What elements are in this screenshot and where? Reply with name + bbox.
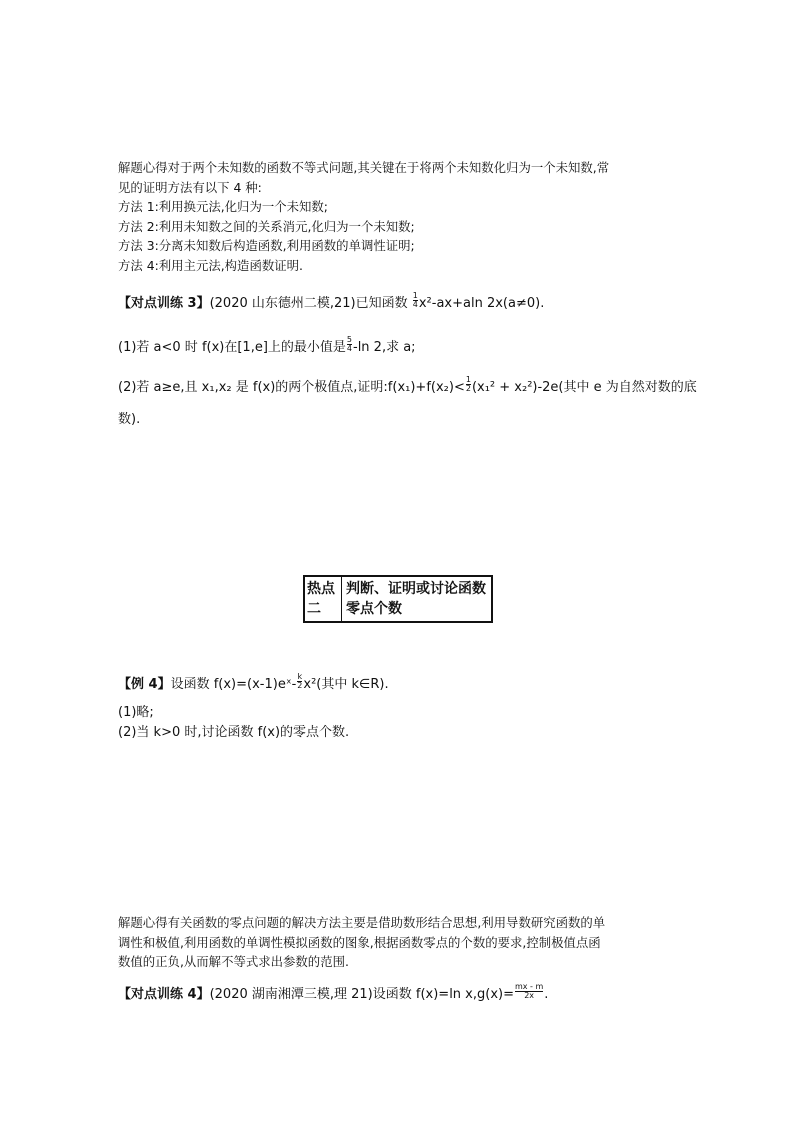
frac-den: 2x	[515, 991, 543, 1000]
practice-3-q2-line-2: 数).	[118, 412, 141, 427]
fraction-k-half	[297, 673, 302, 690]
method-3: 方法 3:分离未知数后构造函数,利用函数的单调性证明;	[118, 238, 415, 253]
example-4-q2: (2)当 k>0 时,讨论函数 f(x)的零点个数.	[118, 725, 350, 740]
method-2: 方法 2:利用未知数之间的关系消元,化归为一个未知数;	[118, 218, 415, 234]
frac-num: k	[297, 672, 303, 681]
fraction-mx	[515, 983, 543, 1000]
example-4-q1: (1)略;	[118, 705, 154, 720]
tip-block-2	[118, 913, 678, 972]
frac-den: 2	[297, 681, 303, 690]
frac-num: 5	[346, 335, 352, 344]
q1-text-a: (1)若 a<0 时 f(x)在[1,e]上的最小值是	[118, 340, 346, 355]
hotspot-title-line-1: 判断、证明或讨论函数	[346, 581, 486, 597]
example-4-text-b: x²(其中 k∈R).	[303, 677, 389, 692]
q2-text-b: (x₁² + x₂²)-2e(其中 e 为自然对数的底	[471, 380, 697, 395]
practice-4-tag: 【对点训练 4】	[118, 987, 210, 1002]
practice-3-source: (2020 山东德州二模,21)	[209, 296, 356, 311]
practice-3-q2	[118, 375, 697, 430]
example-4-tag: 【例 4】	[118, 677, 171, 692]
tip-line-2: 见的证明方法有以下 4 种:	[118, 179, 262, 195]
method-4: 方法 4:利用主元法,构造函数证明.	[118, 257, 303, 273]
tip2-line-3: 数值的正负,从而解不等式求出参数的范围.	[118, 954, 349, 969]
fraction-half	[466, 376, 471, 393]
practice-4-stem	[118, 982, 678, 1005]
q2-text-a: (2)若 a≥e,且 x₁,x₂ 是 f(x)的两个极值点,证明:f(x₁)+f(x₂)<	[118, 380, 465, 395]
practice-3	[118, 291, 678, 314]
fraction-quarter	[413, 292, 418, 309]
practice-4-text-b: .	[544, 987, 549, 1002]
practice-3-text-b: -ax+aln 2x(a≠0).	[431, 296, 545, 311]
frac-den: 2	[465, 384, 471, 393]
hotspot-label: 热点二	[305, 577, 342, 621]
practice-3-q1-line	[118, 335, 678, 358]
frac-num: 1	[412, 291, 418, 300]
practice-3-tag: 【对点训练 3】	[118, 296, 210, 311]
example-4-text-a: 设函数 f(x)=(x-1)eˣ-	[170, 677, 297, 692]
practice-4-text-a: 设函数 f(x)=ln x,g(x)=	[372, 987, 514, 1002]
practice-4-source: (2020 湖南湘潭三模,理 21)	[209, 987, 373, 1002]
practice-4	[118, 982, 678, 1005]
frac-num: mx - m	[514, 982, 544, 991]
hotspot-heading-box	[303, 575, 493, 623]
tip2-line-1: 解题心得有关函数的零点问题的解决方法主要是借助数形结合思想,利用导数研究函数的单	[118, 915, 606, 930]
tip-line-1: 解题心得对于两个未知数的函数不等式问题,其关键在于将两个未知数化归为一个未知数,常	[118, 160, 610, 175]
frac-num: 1	[465, 375, 471, 384]
practice-3-q1	[118, 335, 678, 358]
tip-block-1	[118, 158, 678, 275]
practice-3-q2-line-1	[118, 375, 697, 398]
tip2-line-2: 调性和极值,利用函数的单调性模拟函数的图象,根据函数零点的个数的要求,控制极值点函	[118, 934, 601, 950]
hotspot-title-line-2: 零点个数	[346, 601, 402, 617]
frac-den: 4	[412, 300, 418, 309]
example-4	[118, 672, 678, 743]
frac-den: 4	[346, 344, 352, 353]
practice-3-text-a: 已知函数	[355, 296, 412, 311]
fraction-five-quarters	[347, 336, 352, 353]
q1-text-b: -ln 2,求 a;	[353, 340, 416, 355]
example-4-stem	[118, 672, 678, 695]
hotspot-title	[342, 577, 491, 621]
practice-3-stem: 【对点训练 3】(2020 山东德州二模,21)已知函数 $\frac{1}{4}$ x²-ax+aln 2x(a≠0).	[118, 291, 545, 311]
method-1: 方法 1:利用换元法,化归为一个未知数;	[118, 199, 328, 214]
